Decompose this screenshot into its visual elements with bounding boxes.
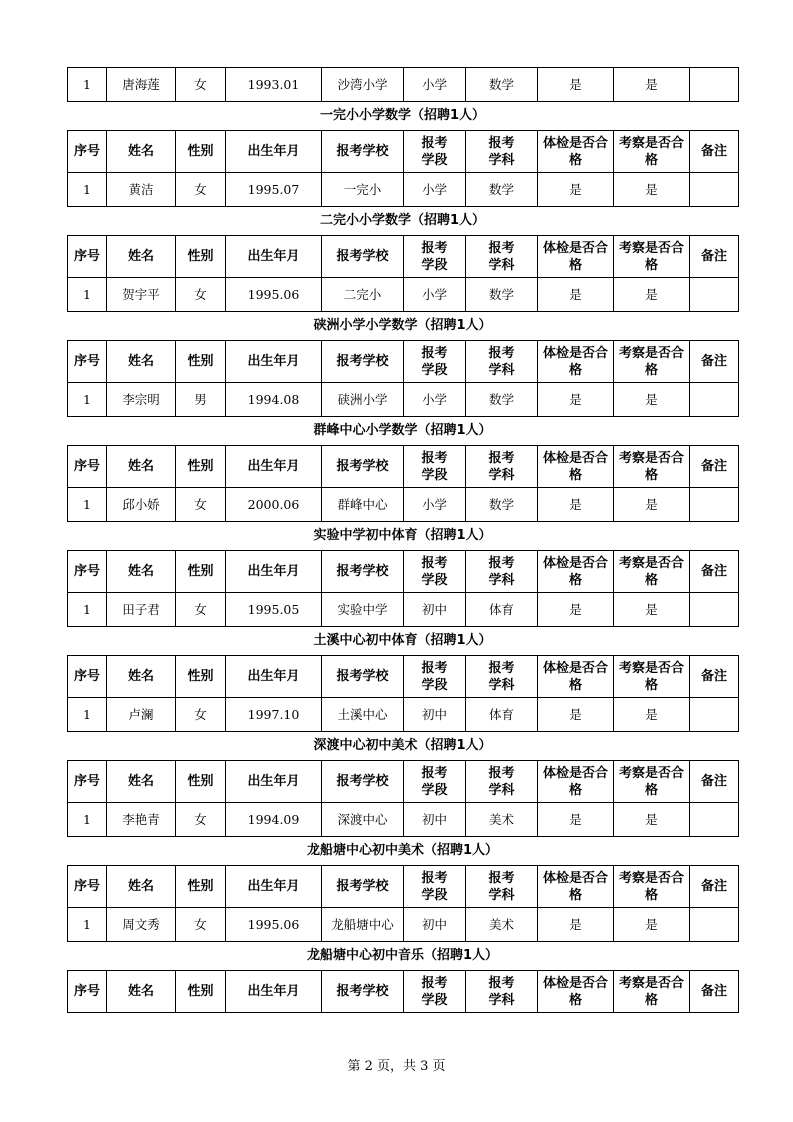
cell-gender: 女	[176, 68, 226, 102]
header-physical: 体检是否合 格	[538, 236, 614, 278]
cell-stage: 初中	[404, 698, 466, 732]
header-seq: 序号	[68, 236, 107, 278]
header-seq: 序号	[68, 761, 107, 803]
cell-name: 贺宇平	[107, 278, 176, 312]
cell-stage: 初中	[404, 593, 466, 627]
header-stage: 报考 学段	[404, 131, 466, 173]
table-header-row	[68, 446, 739, 488]
table-header-row	[68, 761, 739, 803]
header-remark: 备注	[690, 971, 739, 1013]
header-remark: 备注	[690, 131, 739, 173]
header-seq: 序号	[68, 866, 107, 908]
cell-seq: 1	[68, 68, 107, 102]
table-row	[68, 173, 739, 207]
cell-seq: 1	[68, 383, 107, 417]
cell-stage: 小学	[404, 173, 466, 207]
header-school: 报考学校	[322, 446, 404, 488]
header-subject: 报考 学科	[466, 656, 538, 698]
header-school: 报考学校	[322, 341, 404, 383]
cell-subject: 体育	[466, 593, 538, 627]
header-birth: 出生年月	[226, 446, 322, 488]
header-school: 报考学校	[322, 866, 404, 908]
table-row	[68, 278, 739, 312]
cell-subject: 体育	[466, 698, 538, 732]
header-birth: 出生年月	[226, 761, 322, 803]
header-name: 姓名	[107, 551, 176, 593]
header-birth: 出生年月	[226, 656, 322, 698]
cell-remark	[690, 488, 739, 522]
cell-physical: 是	[538, 698, 614, 732]
header-birth: 出生年月	[226, 131, 322, 173]
header-stage: 报考 学段	[404, 656, 466, 698]
results-sheet	[67, 67, 738, 1013]
cell-school: 沙湾小学	[322, 68, 404, 102]
table-header-row	[68, 971, 739, 1013]
table-row	[68, 698, 739, 732]
header-subject: 报考 学科	[466, 761, 538, 803]
table-row	[68, 593, 739, 627]
header-remark: 备注	[690, 866, 739, 908]
candidate-table	[67, 445, 739, 522]
cell-physical: 是	[538, 68, 614, 102]
header-name: 姓名	[107, 761, 176, 803]
cell-subject: 数学	[466, 173, 538, 207]
cell-name: 黄洁	[107, 173, 176, 207]
cell-school: 实验中学	[322, 593, 404, 627]
header-physical: 体检是否合 格	[538, 131, 614, 173]
cell-birth: 1994.09	[226, 803, 322, 837]
cell-physical: 是	[538, 383, 614, 417]
cell-subject: 美术	[466, 908, 538, 942]
cell-gender: 女	[176, 803, 226, 837]
header-remark: 备注	[690, 341, 739, 383]
header-remark: 备注	[690, 656, 739, 698]
header-subject: 报考 学科	[466, 971, 538, 1013]
header-remark: 备注	[690, 761, 739, 803]
cell-gender: 女	[176, 278, 226, 312]
header-school: 报考学校	[322, 656, 404, 698]
cell-physical: 是	[538, 908, 614, 942]
cell-school: 二完小	[322, 278, 404, 312]
cell-name: 邱小娇	[107, 488, 176, 522]
cell-seq: 1	[68, 488, 107, 522]
cell-birth: 1994.08	[226, 383, 322, 417]
header-seq: 序号	[68, 656, 107, 698]
header-gender: 性别	[176, 446, 226, 488]
cell-name: 卢澜	[107, 698, 176, 732]
header-physical: 体检是否合 格	[538, 761, 614, 803]
header-assessment: 考察是否合 格	[614, 236, 690, 278]
cell-birth: 1995.06	[226, 908, 322, 942]
header-name: 姓名	[107, 971, 176, 1013]
header-school: 报考学校	[322, 551, 404, 593]
header-birth: 出生年月	[226, 551, 322, 593]
cell-remark	[690, 68, 739, 102]
table-header-row	[68, 236, 739, 278]
cell-assessment: 是	[614, 383, 690, 417]
cell-school: 一完小	[322, 173, 404, 207]
cell-stage: 初中	[404, 803, 466, 837]
section-title: 群峰中心小学数学（招聘1人）	[313, 423, 492, 438]
cell-birth: 1995.06	[226, 278, 322, 312]
cell-subject: 数学	[466, 383, 538, 417]
header-assessment: 考察是否合 格	[614, 131, 690, 173]
cell-physical: 是	[538, 593, 614, 627]
header-gender: 性别	[176, 866, 226, 908]
table-row	[68, 803, 739, 837]
table-header-row	[68, 656, 739, 698]
cell-name: 田子君	[107, 593, 176, 627]
header-physical: 体检是否合 格	[538, 446, 614, 488]
cell-assessment: 是	[614, 278, 690, 312]
cell-stage: 初中	[404, 908, 466, 942]
section-title: 一完小小学数学（招聘1人）	[319, 108, 486, 123]
header-remark: 备注	[690, 236, 739, 278]
header-physical: 体检是否合 格	[538, 971, 614, 1013]
cell-assessment: 是	[614, 803, 690, 837]
cell-school: 群峰中心	[322, 488, 404, 522]
cell-assessment: 是	[614, 593, 690, 627]
cell-stage: 小学	[404, 68, 466, 102]
header-stage: 报考 学段	[404, 866, 466, 908]
cell-gender: 男	[176, 383, 226, 417]
header-gender: 性别	[176, 131, 226, 173]
section-title: 龙船塘中心初中音乐（招聘1人）	[306, 948, 499, 963]
table-row	[68, 68, 739, 102]
table-header-row	[68, 551, 739, 593]
header-stage: 报考 学段	[404, 551, 466, 593]
header-subject: 报考 学科	[466, 446, 538, 488]
cell-gender: 女	[176, 593, 226, 627]
cell-school: 深渡中心	[322, 803, 404, 837]
candidate-table	[67, 130, 739, 207]
cell-birth: 1995.07	[226, 173, 322, 207]
page-footer: 第 2 页，共 3 页	[347, 1059, 446, 1074]
header-subject: 报考 学科	[466, 551, 538, 593]
table-row	[68, 383, 739, 417]
candidate-table	[67, 550, 739, 627]
cell-seq: 1	[68, 908, 107, 942]
cell-physical: 是	[538, 173, 614, 207]
header-remark: 备注	[690, 446, 739, 488]
header-assessment: 考察是否合 格	[614, 446, 690, 488]
section-title: 土溪中心初中体育（招聘1人）	[313, 633, 492, 648]
cell-remark	[690, 593, 739, 627]
header-gender: 性别	[176, 236, 226, 278]
cell-assessment: 是	[614, 698, 690, 732]
header-subject: 报考 学科	[466, 341, 538, 383]
header-name: 姓名	[107, 446, 176, 488]
candidate-table	[67, 340, 739, 417]
cell-seq: 1	[68, 698, 107, 732]
header-remark: 备注	[690, 551, 739, 593]
header-subject: 报考 学科	[466, 236, 538, 278]
section-title: 深渡中心初中美术（招聘1人）	[313, 738, 492, 753]
candidate-table	[67, 970, 739, 1013]
cell-seq: 1	[68, 803, 107, 837]
cell-remark	[690, 173, 739, 207]
section-title: 龙船塘中心初中美术（招聘1人）	[306, 843, 499, 858]
header-school: 报考学校	[322, 971, 404, 1013]
header-seq: 序号	[68, 971, 107, 1013]
header-seq: 序号	[68, 446, 107, 488]
cell-name: 唐海莲	[107, 68, 176, 102]
cell-birth: 1997.10	[226, 698, 322, 732]
cell-stage: 小学	[404, 278, 466, 312]
cell-assessment: 是	[614, 488, 690, 522]
cell-physical: 是	[538, 278, 614, 312]
cell-subject: 数学	[466, 68, 538, 102]
header-name: 姓名	[107, 656, 176, 698]
section-title: 二完小小学数学（招聘1人）	[319, 213, 486, 228]
table-header-row	[68, 341, 739, 383]
header-school: 报考学校	[322, 236, 404, 278]
cell-physical: 是	[538, 803, 614, 837]
section-title: 硖洲小学小学数学（招聘1人）	[313, 318, 492, 333]
header-school: 报考学校	[322, 761, 404, 803]
cell-subject: 数学	[466, 488, 538, 522]
cell-birth: 1993.01	[226, 68, 322, 102]
header-seq: 序号	[68, 341, 107, 383]
cell-remark	[690, 698, 739, 732]
header-gender: 性别	[176, 551, 226, 593]
cell-remark	[690, 803, 739, 837]
header-stage: 报考 学段	[404, 236, 466, 278]
section-title: 实验中学初中体育（招聘1人）	[313, 528, 492, 543]
cell-school: 土溪中心	[322, 698, 404, 732]
header-assessment: 考察是否合 格	[614, 551, 690, 593]
header-gender: 性别	[176, 656, 226, 698]
cell-name: 李宗明	[107, 383, 176, 417]
cell-assessment: 是	[614, 68, 690, 102]
header-subject: 报考 学科	[466, 866, 538, 908]
header-birth: 出生年月	[226, 236, 322, 278]
header-seq: 序号	[68, 131, 107, 173]
header-birth: 出生年月	[226, 341, 322, 383]
cell-remark	[690, 383, 739, 417]
cell-stage: 小学	[404, 383, 466, 417]
header-physical: 体检是否合 格	[538, 341, 614, 383]
cell-assessment: 是	[614, 908, 690, 942]
header-assessment: 考察是否合 格	[614, 866, 690, 908]
header-name: 姓名	[107, 866, 176, 908]
cell-gender: 女	[176, 908, 226, 942]
header-stage: 报考 学段	[404, 971, 466, 1013]
header-stage: 报考 学段	[404, 761, 466, 803]
header-stage: 报考 学段	[404, 446, 466, 488]
cell-birth: 2000.06	[226, 488, 322, 522]
cell-assessment: 是	[614, 173, 690, 207]
table-header-row	[68, 866, 739, 908]
header-name: 姓名	[107, 236, 176, 278]
cell-stage: 小学	[404, 488, 466, 522]
candidate-table	[67, 235, 739, 312]
cell-gender: 女	[176, 488, 226, 522]
header-school: 报考学校	[322, 131, 404, 173]
table-header-row	[68, 131, 739, 173]
header-subject: 报考 学科	[466, 131, 538, 173]
cell-school: 硖洲小学	[322, 383, 404, 417]
cell-name: 周文秀	[107, 908, 176, 942]
cell-seq: 1	[68, 173, 107, 207]
table-row	[68, 488, 739, 522]
header-physical: 体检是否合 格	[538, 551, 614, 593]
header-stage: 报考 学段	[404, 341, 466, 383]
header-assessment: 考察是否合 格	[614, 341, 690, 383]
cell-remark	[690, 908, 739, 942]
header-assessment: 考察是否合 格	[614, 761, 690, 803]
header-gender: 性别	[176, 761, 226, 803]
header-birth: 出生年月	[226, 866, 322, 908]
cell-gender: 女	[176, 173, 226, 207]
header-seq: 序号	[68, 551, 107, 593]
cell-remark	[690, 278, 739, 312]
cell-name: 李艳青	[107, 803, 176, 837]
candidate-table	[67, 760, 739, 837]
cell-seq: 1	[68, 278, 107, 312]
table-row	[68, 908, 739, 942]
cell-birth: 1995.05	[226, 593, 322, 627]
header-assessment: 考察是否合 格	[614, 971, 690, 1013]
header-physical: 体检是否合 格	[538, 866, 614, 908]
header-assessment: 考察是否合 格	[614, 656, 690, 698]
header-name: 姓名	[107, 131, 176, 173]
cell-subject: 美术	[466, 803, 538, 837]
candidate-table	[67, 655, 739, 732]
header-name: 姓名	[107, 341, 176, 383]
header-birth: 出生年月	[226, 971, 322, 1013]
cell-physical: 是	[538, 488, 614, 522]
cell-gender: 女	[176, 698, 226, 732]
cell-school: 龙船塘中心	[322, 908, 404, 942]
header-gender: 性别	[176, 971, 226, 1013]
header-gender: 性别	[176, 341, 226, 383]
candidate-table	[67, 865, 739, 942]
cell-seq: 1	[68, 593, 107, 627]
cell-subject: 数学	[466, 278, 538, 312]
candidate-table	[67, 67, 739, 102]
header-physical: 体检是否合 格	[538, 656, 614, 698]
